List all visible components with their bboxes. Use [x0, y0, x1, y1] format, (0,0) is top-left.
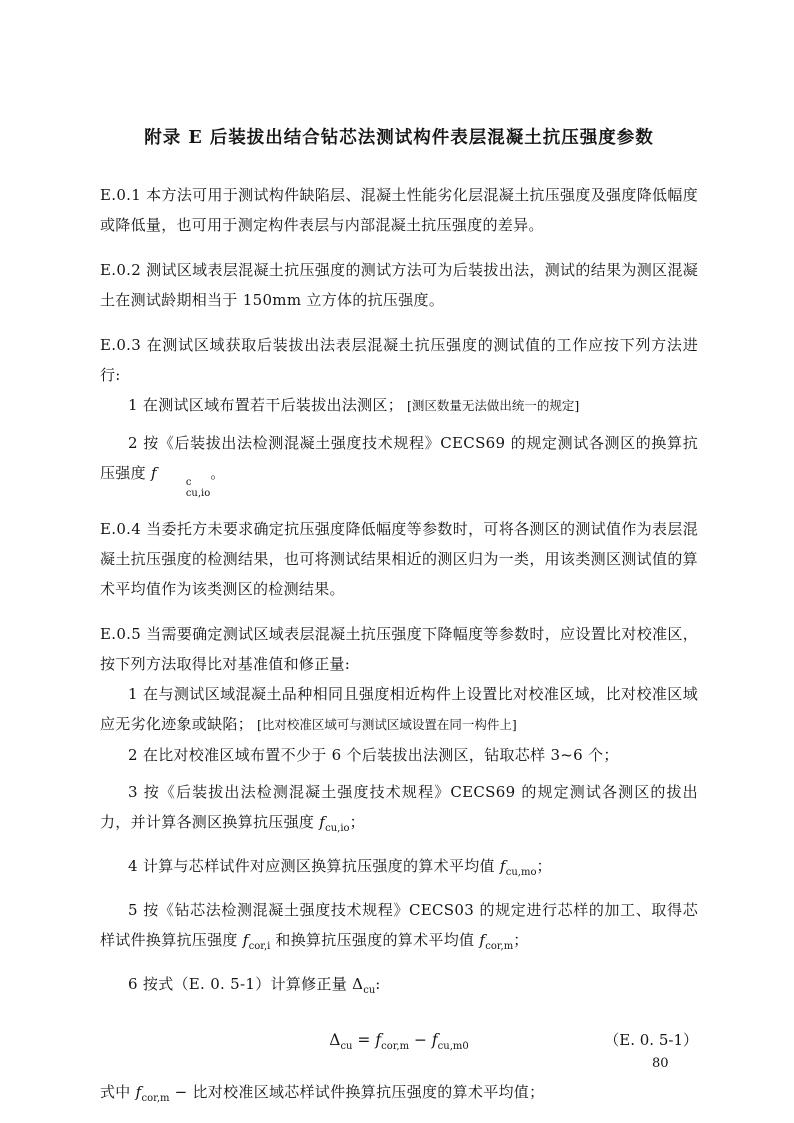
math-symbol-delta: Δ — [329, 1031, 341, 1049]
item-text: 2 按《后装拔出法检测混凝土强度技术规程》CECS69 的规定测试各测区的换算抗压强度 — [100, 434, 698, 482]
item-text: 1 在与测试区域混凝土品种相同且强度相近构件上设置比对校准区域，比对校准区域应无劣化迹象或缺陷； — [100, 685, 698, 733]
item-text: 和换算抗压强度的算术平均值 — [270, 931, 480, 949]
item-text: 6 按式（E. 0. 5-1）计算修正量 — [128, 975, 353, 993]
math-subscript: cor,m — [381, 1041, 410, 1053]
math-subscript: cor,m — [141, 1093, 170, 1105]
math-symbol-f: f — [479, 931, 486, 949]
clause-e05-item6 — [100, 969, 698, 1006]
equals-sign: = — [352, 1031, 376, 1049]
page-number: 80 — [652, 1056, 669, 1071]
math-symbol-f: f — [135, 1083, 142, 1102]
clause-e05-item4 — [100, 851, 698, 888]
where-prefix: 式中 — [100, 1083, 136, 1102]
clause-e03-item1 — [100, 390, 698, 421]
item-text: 4 计算与芯样试件对应测区换算抗压强度的算术平均值 — [128, 857, 500, 875]
math-symbol-f: f — [319, 813, 326, 831]
formula-e05-1 — [100, 1024, 698, 1063]
clause-e05-item3 — [100, 777, 698, 844]
clause-e01: E.0.1 本方法可用于测试构件缺陷层、混凝土性能劣化层混凝土抗压强度及强度降低幅度或降低量，也可用于测定构件表层与内部混凝土抗压强度的差异。 — [100, 186, 698, 234]
math-symbol-f: f — [431, 1031, 438, 1049]
math-subscript: cu,io — [185, 487, 211, 499]
clause-e05-item1 — [100, 679, 698, 740]
math-subscript: cu — [363, 985, 376, 996]
item-text: 1 在测试区域布置若干后装拔出法测区； — [128, 396, 404, 414]
clause-e03-head: E.0.3 在测试区域获取后装拔出法表层混凝土抗压强度的测试值的工作应按下列方法进行: — [100, 336, 698, 384]
item-text-tail: : — [375, 975, 381, 993]
math-symbol-f: f — [242, 931, 249, 949]
bracket-note: [比对校准区域可与测试区域设置在同一构件上] — [257, 717, 517, 732]
math-supsub — [158, 478, 210, 499]
item-text-tail: ； — [513, 931, 529, 949]
where-clause — [100, 1077, 698, 1114]
where-text: − 比对校准区域芯样试件换算抗压强度的算术平均值； — [169, 1083, 545, 1102]
clause-e04: E.0.4 当委托方未要求确定抗压强度降低幅度等参数时，可将各测区的测试值作为表层混凝土抗压强度的检测结果，也可将测试结果相近的测区归为一类，用该类测区测试值的算术平均值作为该类测区的检测结果。 — [100, 520, 698, 598]
clause-e05-item5 — [100, 895, 698, 962]
clause-e03-item2 — [100, 428, 698, 499]
math-subscript: cu,mo — [505, 867, 537, 878]
clause-e05-item2: 2 在比对校准区域布置不少于 6 个后装拔出法测区，钻取芯样 3~6 个； — [128, 746, 619, 764]
math-superscript: c — [185, 477, 192, 488]
math-subscript: cu — [340, 1041, 353, 1053]
math-subscript: cor,m — [485, 941, 514, 952]
math-subscript: cor,i — [248, 941, 271, 952]
item-text: 5 按《钻芯法检测混凝土强度技术规程》CECS03 的规定进行芯样的加工、取得芯样试件换算抗压强度 — [100, 901, 698, 949]
bracket-note: [测区数量无法做出统一的规定] — [407, 398, 580, 413]
math-symbol-delta: Δ — [352, 975, 364, 993]
item-text-tail: 。 — [210, 464, 226, 482]
clause-e05-head: E.0.5 当需要确定测试区域表层混凝土抗压强度下降幅度等参数时，应设置比对校准区，按下列方法取得比对基准值和修正量: — [100, 625, 698, 673]
clause-e02: E.0.2 测试区域表层混凝土抗压强度的测试方法可为后装拔出法，测试的结果为测区混凝土在测试龄期相当于 150mm 立方体的抗压强度。 — [100, 261, 698, 309]
equation-number: （E. 0. 5-1） — [604, 1031, 698, 1049]
math-symbol-f: f — [499, 857, 506, 875]
math-subscript: cu,m0 — [437, 1041, 469, 1053]
minus-sign: − — [409, 1031, 432, 1049]
math-subscript: cu,io — [325, 823, 350, 834]
math-symbol-f: f — [150, 464, 157, 482]
math-symbol-f: f — [375, 1031, 382, 1049]
appendix-title: 附录 E 后装拔出结合钻芯法测试构件表层混凝土抗压强度参数 — [144, 128, 654, 148]
item-text: 3 按《后装拔出法检测混凝土强度技术规程》CECS69 的规定测试各测区的拔出力，并计算各测区换算抗压强度 — [100, 783, 698, 831]
item-text-tail: ； — [536, 857, 552, 875]
item-text-tail: ； — [349, 813, 365, 831]
